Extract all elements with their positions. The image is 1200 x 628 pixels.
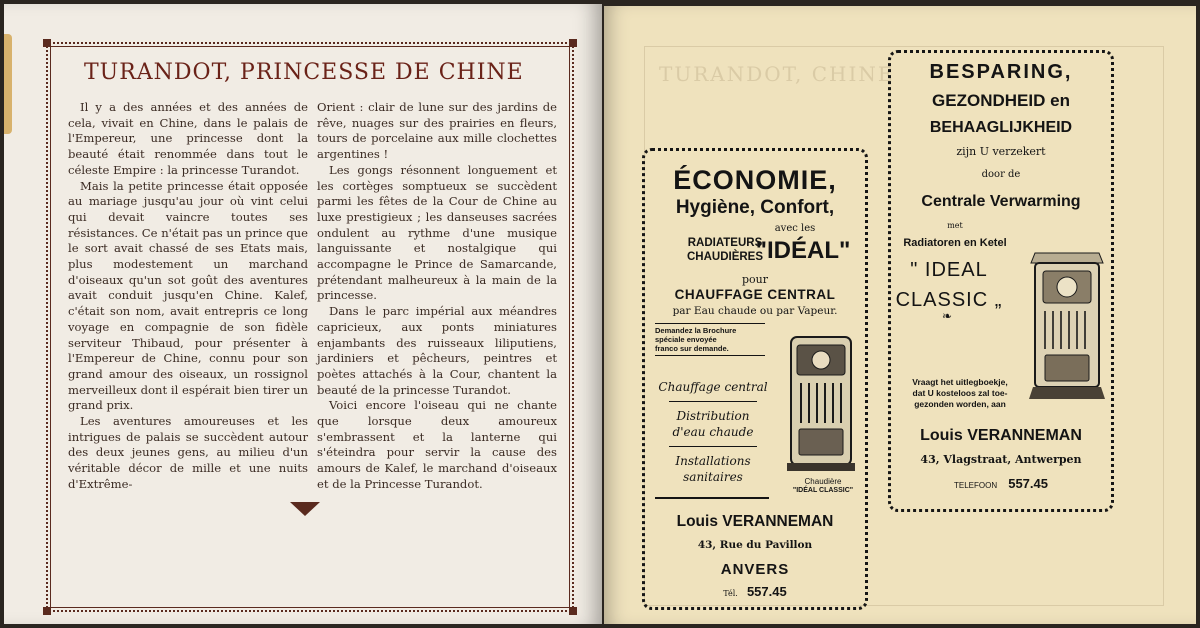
ad-headline: ÉCONOMIE, [673,165,837,195]
divider [669,401,757,402]
ad-subhead: Hygiène, Confort, [675,197,835,218]
show-through-title: TURANDOT, CHINE [659,62,895,86]
paragraph: Orient : clair de lune sur des jardins de rêve, nuages sur des prairies en fleurs, tours de porcelaine aux mille clochettes argentines ! [317,100,557,162]
ad-line7: met [947,221,963,230]
flourish-ornament: ❧ [941,309,953,323]
service-item: Chauffage central [658,380,768,394]
phone-label: TELEFOON [954,481,998,490]
ad-avec: avec les [774,223,816,234]
ad-line4: zijn U verzekert [956,145,1046,158]
ad-pour: pour [741,273,768,286]
ad-brochure-note [655,326,775,353]
ad-address: 43, Rue du Pavillon [697,539,813,551]
page-title: TURANDOT, PRINCESSE DE CHINE [84,60,524,85]
ad-city: ANVERS [720,561,790,578]
divider [655,355,765,356]
boiler-illustration [1025,245,1109,407]
brochure-line: gezonden worden, aan [914,399,1006,409]
ad-line6: Centrale Verwarming [921,193,1081,210]
left-page [4,4,602,624]
divider [655,497,769,499]
ad-brand-line1: RADIATEURS [687,237,763,249]
ideal-ad-dutch [888,50,1114,512]
service-item: sanitaires [683,470,743,484]
service-item: Distribution [676,409,750,423]
brochure-line: dat U kosteloos zal toe- [912,388,1008,398]
ideal-ad-french [642,148,868,610]
stove-caption-2: "IDÉAL CLASSIC" [792,487,854,494]
phone-number: 557.45 [746,584,787,599]
ad-brand-name: "IDÉAL" [755,237,851,264]
paragraph: Dans le parc impérial aux méandres capricieux, aux ponts miniatures enjambants des ruisseaux liliputiens, jardiniers et pêcheurs, peintres et poètes attachés à la Cour, chantent la beauté de la princesse Turandot. [317,304,557,397]
ad-line1: BESPARING, [929,61,1073,83]
ad-line8: Radiatoren en Ketel [903,237,1007,249]
brochure-line: Vraagt het uitlegboekje, [912,377,1008,387]
brochure-line: franco sur demande. [655,344,729,353]
divider [655,323,765,324]
text-column-1 [68,100,308,493]
binding-strip [4,34,12,134]
paragraph: Les aventures amoureuses et les intrigues de palais se succèdent autour des deux jeunes gens, au milieu d'un véritable décor de mille et une nuits d'Extrême- [68,414,308,491]
down-triangle-ornament [290,502,320,516]
brochure-line: spéciale envoyée [655,335,717,344]
brochure-line: Demandez la Brochure [655,326,737,335]
ad-services [651,379,775,485]
ad-line5: door de [981,169,1021,180]
ad-line9: " IDEAL [910,259,988,281]
ad-company: Louis VERANNEMAN [676,513,834,530]
phone-label: Tél. [723,589,738,598]
ad-phone [645,581,865,600]
divider [669,446,757,447]
ad-eau: par Eau chaude ou par Vapeur. [672,305,838,317]
ad-line2: GEZONDHEID en [932,91,1070,110]
ad-brochure-note [895,377,1025,410]
paragraph: Les gongs résonnent longuement et les cortèges somptueux se succèdent parmi les fêtes de la Cour de Chine au luxe prestigieux ; les danseuses sacrées ondulent au rythme d'une musique languissante et nostalgique qui accompagne le Prince de Samarcande, prétendant malheureux à la main de la princesse. [317,162,557,303]
right-page [604,6,1196,624]
ad-line3: BEHAAGLIJKHEID [929,119,1073,136]
service-item: d'eau chaude [672,425,754,439]
ad-phone [891,473,1111,492]
ad-brand-line2: CHAUDIÈRES [686,251,764,263]
phone-number: 557.45 [1008,476,1048,491]
service-item: Installations [675,454,751,468]
paragraph: Mais la petite princesse était opposée au mariage jusqu'au jour où vint celui qui devait vaincre toutes ses résistances. Ce n'était pas un prince que le sort avait chassé de ses Etats mais, plus modestement un marchand d'oiseaux qu'un sot goût des aventures avait conduit jusqu'en Chine. Kalef, c'était son nom, avait entrepris ce long voyage en compagnie de son fidèle serviteur Thibaud, pour présenter à l'Empereur de Chine, connu pour son grand amour des oiseaux, un rossignol merveilleux dont il espérait bien tirer un grand prix. [68,178,308,413]
boiler-illustration [783,327,859,477]
ad-address: 43, Vlagstraat, Antwerpen [920,453,1082,466]
text-column-2 [317,100,557,493]
ad-line10: CLASSIC „ [895,289,1003,311]
paragraph: Voici encore l'oiseau qui ne chante que lorsque deux amoureux s'embrassent et la lanterne qui s'éteindra pour servir la cause des amours de Kalef, le marchand d'oiseaux et de la Princesse Turandot. [317,398,557,491]
stove-caption-1: Chaudière [804,477,842,486]
ad-chauffage: CHAUFFAGE CENTRAL [674,287,836,302]
paragraph: Il y a des années et des années de cela, vivait en Chine, dans le palais de l'Empereur, une princesse dont la beauté était renommée dans tout le céleste Empire : la princesse Turandot. [68,100,308,177]
ad-company: Louis VERANNEMAN [920,427,1082,444]
